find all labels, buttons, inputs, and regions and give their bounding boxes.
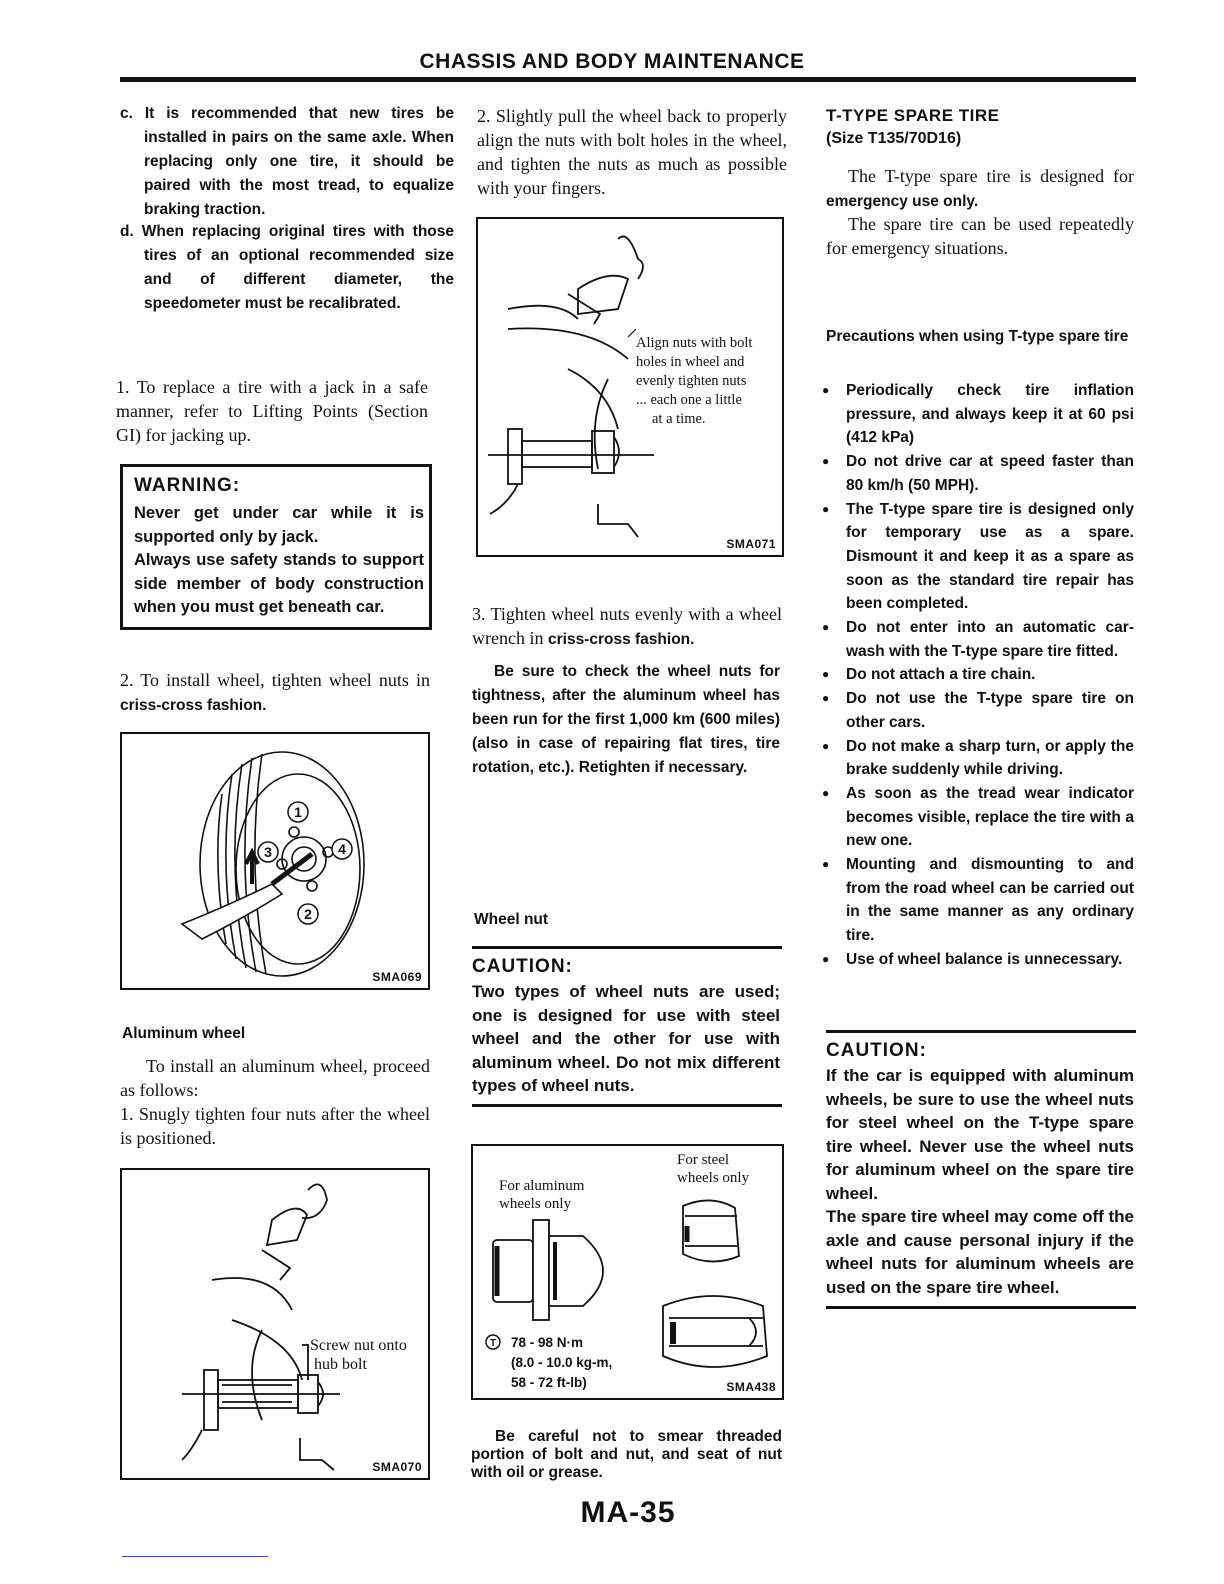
caution-title: CAUTION: xyxy=(472,956,573,977)
figure-sma069 xyxy=(120,732,430,990)
wheel-nut-heading: Wheel nut xyxy=(474,911,549,928)
precaution-item: ● Mounting and dismounting to and from the road wheel can be carried out in the same manner as any ordinary tire. xyxy=(822,853,1134,948)
aluminum-wheel-nut-icon xyxy=(493,1220,603,1320)
careful-note: Be careful not to smear threaded portion of bolt and nut, and seat of nut with oil or grease. xyxy=(471,1428,782,1481)
tire-crisscross-illustration xyxy=(122,734,428,988)
precaution-item: ● Periodically check tire inflation pressure, and always keep it at 60 psi (412 kPa) xyxy=(822,379,1134,450)
precautions-heading: Precautions when using T-type spare tire xyxy=(826,328,1129,345)
fig1-num-1: 1 xyxy=(294,804,302,820)
t-type-para-1b: emergency use only. xyxy=(826,193,979,210)
figure-code: SMA069 xyxy=(372,970,422,984)
caution-top-rule-2 xyxy=(826,1030,1136,1033)
page-number: MA-35 xyxy=(580,1496,676,1529)
wheel-nut-types-illustration xyxy=(473,1146,782,1398)
fig2-label-2: hub bolt xyxy=(314,1356,367,1373)
caution-bottom-rule-2 xyxy=(826,1306,1136,1309)
caution-text-2 xyxy=(826,1064,1134,1299)
step-2-pull-wheel: 2. Slightly pull the wheel back to properly align the nuts with bolt holes in the wheel, and tighten the nuts as much as possible with your fingers. xyxy=(477,106,787,198)
precaution-item: ● Do not drive car at speed faster than 80 km/h (50 MPH). xyxy=(822,450,1134,497)
step-3-text-a: 3. Tighten wheel nuts evenly with a wheel wrench in xyxy=(472,604,782,648)
note-d: d. When replacing original tires with those tires of an optional recommended size and of different diameter, the speedometer must be recalibrated. xyxy=(120,223,454,312)
figure-sma070 xyxy=(120,1168,430,1480)
precaution-item: ● The T-type spare tire is designed only for temporary use as a spare. Dismount it and keep it as a spare as soon as the standard tire repair has been completed. xyxy=(822,498,1134,617)
steel-wheel-nut-small-icon xyxy=(683,1200,739,1261)
fig3-label-line-4: ... each one a little xyxy=(636,392,742,408)
t-type-para-1 xyxy=(826,164,1134,214)
aluminum-wheel-heading: Aluminum wheel xyxy=(122,1025,246,1042)
warning-title: WARNING: xyxy=(134,475,241,496)
fig4-torque-1: 78 - 98 N·m xyxy=(511,1335,584,1350)
caution-bottom-rule xyxy=(472,1104,782,1107)
fig3-label-line-5: at a time. xyxy=(652,411,706,427)
t-type-para-2: The spare tire can be used repeatedly for emergency situations. xyxy=(826,214,1134,258)
step-2-text-b: criss-cross fashion. xyxy=(120,697,267,714)
steel-wheel-nut-large-icon xyxy=(663,1296,767,1367)
fig4-steel-label-1: For steel xyxy=(677,1152,730,1168)
figure-code: SMA071 xyxy=(726,537,776,551)
fig1-num-3: 3 xyxy=(264,844,272,860)
precaution-item: ● Do not use the T-type spare tire on other cars. xyxy=(822,687,1134,734)
step-2-text xyxy=(120,668,430,718)
page-header-title: CHASSIS AND BODY MAINTENANCE xyxy=(419,50,805,73)
footnote-rule xyxy=(122,1556,268,1557)
check-nuts-note: Be sure to check the wheel nuts for tightness, after the aluminum wheel has been run for the first 1,000 km (600 miles) (also in case of repairing flat tires, tire rotation, etc.). Retighten if necessary. xyxy=(472,663,780,776)
caution-text-2a: If the car is equipped with aluminum wheels, be sure to use the wheel nuts for steel wheel on the T-type spare tire wheel. Never use the wheel nuts for aluminum wheel on the spare tire wheel. xyxy=(826,1066,1134,1203)
fig3-label-line-2: holes in wheel and xyxy=(636,354,745,370)
t-type-heading: T-TYPE SPARE TIRE xyxy=(826,106,1000,125)
t-type-para-1a: The T-type spare tire is designed for xyxy=(848,166,1134,186)
step-3-text xyxy=(472,602,782,652)
figure-code: SMA438 xyxy=(726,1380,776,1394)
step-2-text-a: 2. To install wheel, tighten wheel nuts in xyxy=(120,670,430,690)
note-c: c. It is recommended that new tires be installed in pairs on the same axle. When replacing only one tire, it should be paired with the most tread, to equalize braking traction. xyxy=(120,105,454,218)
warning-text-2: Always use safety stands to support side member of body construction when you must get beneath car. xyxy=(134,551,424,616)
aluminum-intro: To install an aluminum wheel, proceed as follows: xyxy=(120,1056,430,1100)
fig4-alum-label-2: wheels only xyxy=(499,1196,572,1212)
caution-text-2b: The spare tire wheel may come off the axle and cause personal injury if the wheel nuts for aluminum wheels are used on the spare tire wheel. xyxy=(826,1207,1134,1297)
precautions-list xyxy=(822,379,1134,972)
fig4-torque-2: (8.0 - 10.0 kg-m, xyxy=(511,1355,613,1370)
torque-symbol-letter: T xyxy=(489,1338,497,1349)
step-1-text: 1. To replace a tire with a jack in a safe manner, refer to Lifting Points (Section GI) for jacking up. xyxy=(116,377,428,445)
figure-sma438 xyxy=(471,1144,784,1400)
fig4-alum-label-1: For aluminum xyxy=(499,1178,585,1194)
precaution-item: ● Do not attach a tire chain. xyxy=(822,663,1134,687)
warning-text-1: Never get under car while it is supported only by jack. xyxy=(134,504,424,546)
fig1-num-4: 4 xyxy=(338,841,346,857)
header-rule xyxy=(120,77,1136,82)
precaution-item: ● As soon as the tread wear indicator becomes visible, replace the tire with a new one. xyxy=(822,782,1134,853)
align-nuts-illustration xyxy=(478,219,782,555)
caution-top-rule xyxy=(472,946,782,949)
figure-code: SMA070 xyxy=(372,1460,422,1474)
fig3-label-line-1: Align nuts with bolt xyxy=(636,335,753,351)
hub-bolt-illustration xyxy=(122,1170,428,1478)
step-3-text-b: criss-cross fashion. xyxy=(547,631,695,648)
warning-box xyxy=(120,464,432,630)
t-type-size: (Size T135/70D16) xyxy=(826,130,962,147)
precaution-item: ● Do not enter into an automatic car-wash with the T-type spare tire fitted. xyxy=(822,616,1134,663)
figure-sma071 xyxy=(476,217,784,557)
fig4-torque-3: 58 - 72 ft-lb) xyxy=(511,1375,587,1390)
aluminum-step-1: 1. Snugly tighten four nuts after the wheel is positioned. xyxy=(120,1104,430,1148)
fig2-label-1: Screw nut onto xyxy=(310,1337,407,1354)
caution-text: Two types of wheel nuts are used; one is designed for use with steel wheel and the other for use with aluminum wheel. Do not mix different types of wheel nuts. xyxy=(472,982,780,1095)
caution-title-2: CAUTION: xyxy=(826,1040,927,1061)
precaution-item: ● Do not make a sharp turn, or apply the brake suddenly while driving. xyxy=(822,735,1134,782)
fig3-label-line-3: evenly tighten nuts xyxy=(636,373,747,389)
fig1-num-2: 2 xyxy=(304,906,312,922)
fig4-steel-label-2: wheels only xyxy=(677,1170,750,1186)
torque-symbol-icon xyxy=(486,1335,500,1349)
precaution-item: ● Use of wheel balance is unnecessary. xyxy=(822,948,1134,972)
